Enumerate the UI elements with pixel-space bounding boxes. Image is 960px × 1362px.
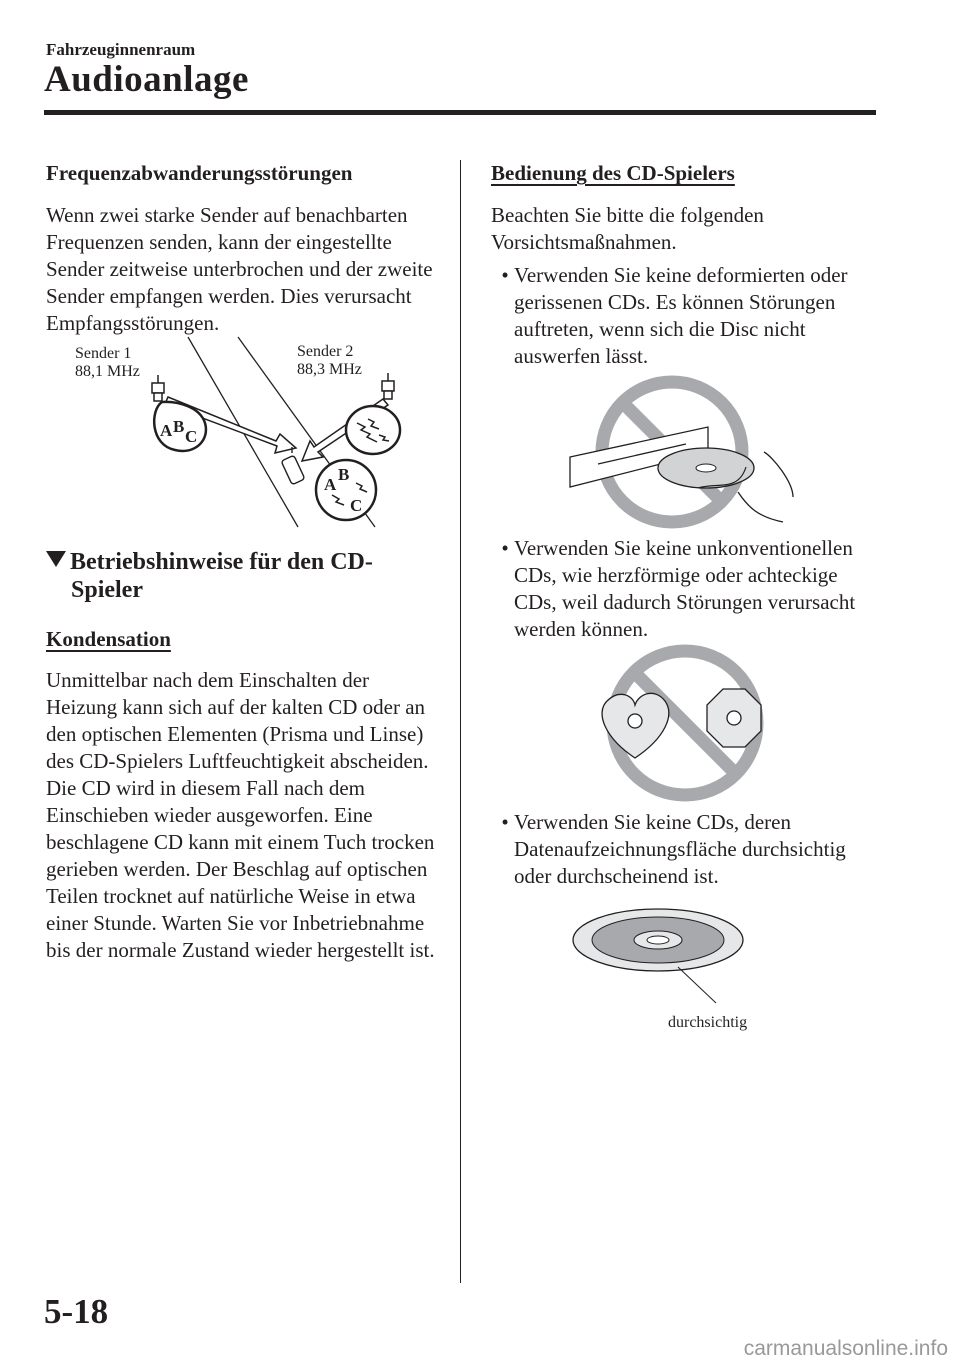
bullet-2: [496, 535, 881, 643]
disc-label: durchsichtig: [668, 1014, 748, 1031]
section-heading-line1: Betriebshinweise für den CD-: [70, 549, 373, 575]
svg-text:C: C: [185, 427, 198, 446]
unconventional-cd-illustration: [595, 643, 775, 803]
label-leader-line: [678, 967, 716, 1003]
svg-text:B: B: [173, 417, 185, 436]
bullet-1: [496, 262, 881, 370]
bubble-mixed-icon: [316, 460, 376, 520]
chapter-label: Fahrzeuginnenraum: [46, 40, 196, 59]
bedienung-intro: Beachten Sie bitte die folgenden Vorsichtsmaßnahmen.: [491, 203, 764, 254]
antenna1-icon: [152, 375, 164, 401]
svg-text:A: A: [160, 421, 173, 440]
column-divider: [460, 160, 461, 1283]
sender1-freq: 88,1 MHz: [75, 363, 140, 380]
svg-text:B: B: [338, 465, 350, 484]
cd-hole-icon: [647, 936, 669, 944]
freq-heading: Frequenzabwanderungsstörungen: [46, 161, 353, 185]
sender2-name: Sender 2: [297, 343, 354, 360]
kondensation-body: Unmittelbar nach dem Einschalten der Heizung kann sich auf der kalten CD oder an den optischen Elementen (Prisma und Linse) des CD-Spielers Luftfeuchtigkeit abscheiden. Die CD wird in diesem Fall nach dem Einschieben wieder ausgeworfen. Eine beschlagene CD kann mit einem Tuch trocken gerieben werden. Der Beschlag auf optischen Teilen trocknet auf natürliche Weise in etwa einer Stunde. Warten Sie vor Inbetriebnahme bis der normale Zustand wieder hergestellt ist.: [46, 668, 435, 962]
deformed-cd-illustration: [568, 372, 800, 532]
cd-disc-icon: [658, 448, 754, 488]
svg-text:C: C: [350, 496, 363, 515]
kondensation-heading: Kondensation: [46, 627, 171, 651]
bubble-noise-icon: [346, 406, 400, 454]
sender1-name: Sender 1: [75, 345, 132, 362]
header-rule: [44, 110, 876, 115]
car-icon: [281, 447, 305, 485]
bedienung-heading: Bedienung des CD-Spielers: [491, 161, 735, 185]
bullet-dot: •: [501, 810, 509, 834]
transparent-cd-illustration: [570, 905, 790, 1035]
section-heading-line2: Spieler: [71, 577, 143, 603]
bedienung-section: [491, 160, 886, 256]
freq-section: [46, 160, 441, 337]
interference-diagram: [70, 335, 440, 535]
page-title: Audioanlage: [44, 59, 249, 100]
bullet-3: [496, 809, 881, 890]
freq-body: Wenn zwei starke Sender auf benachbarten Frequenzen senden, kann der eingestellte Sender zeitweise unterbrochen und der zweite Sender empfangen werden. Dies verursacht Empfangsstörungen.: [46, 203, 433, 335]
sender2-freq: 88,3 MHz: [297, 361, 362, 378]
triangle-marker-icon: [46, 551, 66, 567]
bullet-text: Verwenden Sie keine unkonventionellen CDs, wie herzförmige oder achteckige CDs, weil dadurch Störungen verursacht werden können.: [514, 536, 856, 641]
octagon-cd-icon: [707, 689, 761, 747]
bullet-dot: •: [501, 536, 509, 560]
section-heading: [46, 548, 441, 604]
watermark[interactable]: carmanualsonline.info: [743, 1337, 948, 1360]
cd-section: [46, 548, 441, 964]
svg-text:A: A: [324, 475, 337, 494]
bullet-dot: •: [501, 263, 509, 287]
page-number: 5-18: [44, 1292, 109, 1331]
bullet-text: Verwenden Sie keine deformierten oder gerissenen CDs. Es können Störungen auftreten, wenn sich die Disc nicht auswerfen lässt.: [514, 263, 848, 368]
antenna2-icon: [382, 373, 394, 399]
bullet-text: Verwenden Sie keine CDs, deren Datenaufzeichnungsfläche durchsichtig oder durchscheinend ist.: [514, 810, 846, 888]
